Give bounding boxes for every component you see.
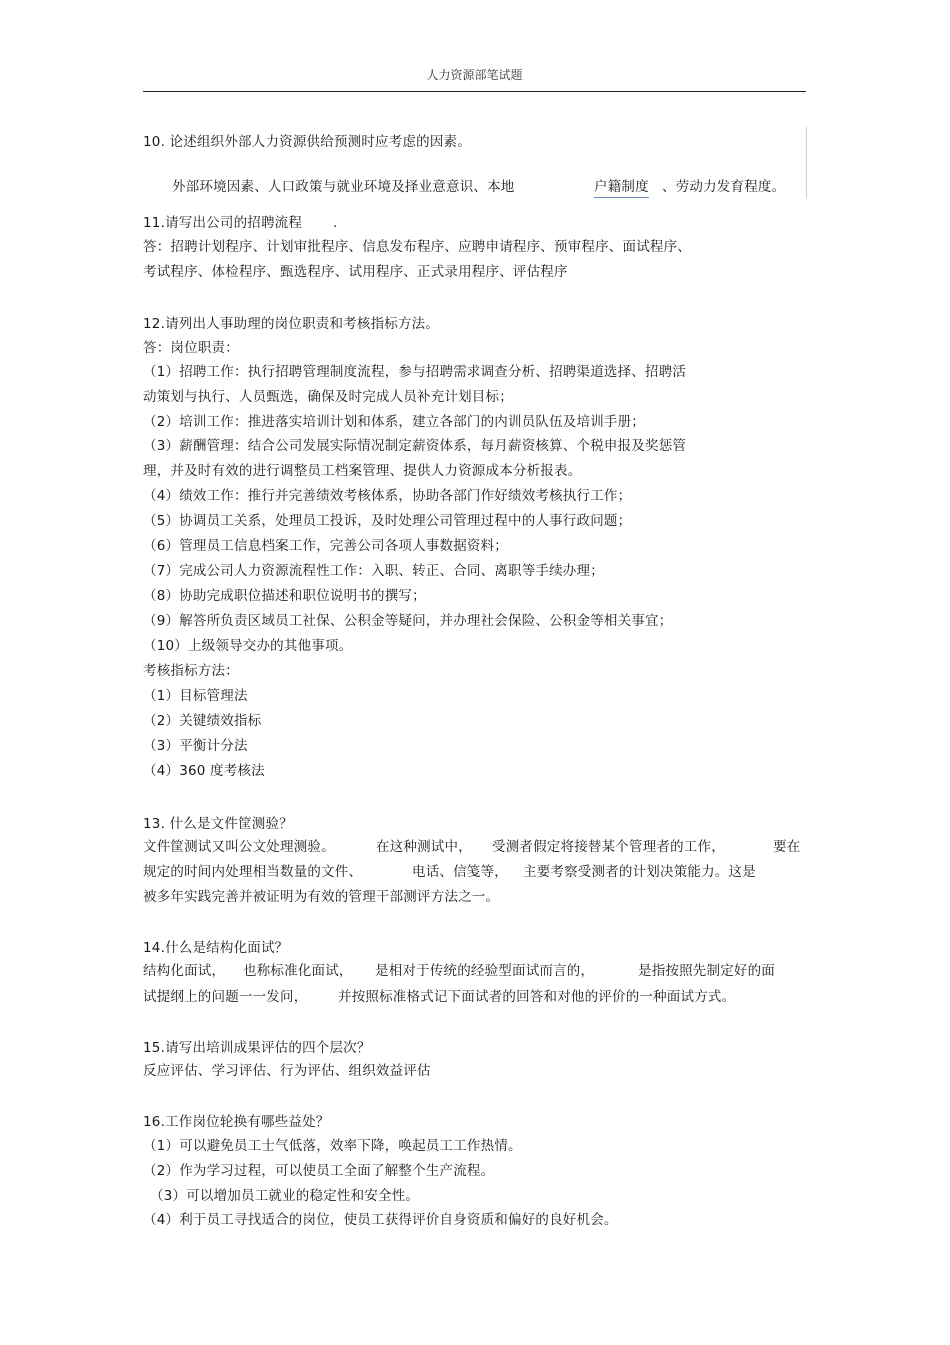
answer-12-line: （1）目标管理法 bbox=[143, 688, 248, 704]
page-header-title: 人力资源部笔试题 bbox=[426, 68, 523, 82]
answer-16-line: （1）可以避免员工士气低落，效率下降，唤起员工工作热情。 bbox=[143, 1138, 522, 1154]
question-13-title: 13. 什么是文件筐测验？ bbox=[143, 816, 293, 832]
answer-12-line: 理，并及时有效的进行调整员工档案管理、提供人力资源成本分析报表。 bbox=[143, 463, 582, 479]
answer-14-segment: 也称标准化面试， bbox=[243, 963, 353, 979]
answer-12-line: 考核指标方法： bbox=[143, 663, 239, 679]
answer-14-segment: 是相对于传统的经验型面试而言的， bbox=[375, 963, 595, 979]
answer-12-line: （4）360 度考核法 bbox=[143, 763, 265, 779]
answer-15: 反应评估、学习评估、行为评估、组织效益评估 bbox=[143, 1063, 431, 1079]
question-11-mark: . bbox=[333, 215, 338, 231]
answer-12-line: （3）薪酬管理：结合公司发展实际情况制定薪资体系，每月薪资核算、个税申报及奖惩管 bbox=[143, 438, 687, 454]
answer-12-line: （1）招聘工作：执行招聘管理制度流程，参与招聘需求调查分析、招聘渠道选择、招聘活 bbox=[143, 364, 687, 380]
answer-14-segment: 是指按照先制定好的面 bbox=[638, 963, 775, 979]
answer-10-underlined: 户籍制度 bbox=[594, 178, 649, 198]
answer-13-line: 被多年实践完善并被证明为有效的管理干部测评方法之一。 bbox=[143, 889, 500, 905]
answer-12-line: （9）解答所负责区域员工社保、公积金等疑问，并办理社会保险、公积金等相关事宜； bbox=[143, 613, 673, 629]
answer-12-line: （5）协调员工关系，处理员工投诉，及时处理公司管理过程中的人事行政问题； bbox=[143, 513, 632, 529]
answer-14-segment: 结构化面试， bbox=[143, 963, 226, 979]
answer-13-segment: 文件筐测试又叫公文处理测验。 bbox=[143, 839, 335, 855]
answer-16-line: （4）利于员工寻找适合的岗位，使员工获得评价自身资质和偏好的良好机会。 bbox=[143, 1212, 618, 1228]
answer-12-line: （6）管理员工信息档案工作，完善公司各项人事数据资料； bbox=[143, 538, 508, 554]
answer-13-segment: 规定的时间内处理相当数量的文件、 bbox=[143, 864, 363, 880]
answer-13-segment: 要在 bbox=[773, 839, 801, 855]
question-12-title: 12.请列出人事助理的岗位职责和考核指标方法。 bbox=[143, 316, 440, 332]
margin-rule bbox=[806, 127, 807, 199]
answer-14-segment: 试提纲上的问题一一发问， bbox=[143, 989, 308, 1005]
answer-16-line: （2）作为学习过程，可以使员工全面了解整个生产流程。 bbox=[143, 1163, 495, 1179]
answer-14-segment: 并按照标准格式记下面试者的回答和对他的评价的一种面试方式。 bbox=[338, 989, 736, 1005]
answer-11-line: 答：招聘计划程序、计划审批程序、信息发布程序、应聘申请程序、预审程序、面试程序、 bbox=[143, 239, 691, 255]
answer-12-line: 答：岗位职责： bbox=[143, 340, 239, 356]
answer-12-line: （8）协助完成职位描述和职位说明书的撰写； bbox=[143, 588, 426, 604]
question-14-title: 14.什么是结构化面试？ bbox=[143, 940, 289, 956]
question-11-title: 11.请写出公司的招聘流程 bbox=[143, 215, 303, 231]
question-16-title: 16.工作岗位轮换有哪些益处？ bbox=[143, 1114, 330, 1130]
question-10-title: 10. 论述组织外部人力资源供给预测时应考虑的因素。 bbox=[143, 134, 471, 150]
header-divider bbox=[143, 91, 806, 92]
answer-11-line: 考试程序、体检程序、甄选程序、试用程序、正式录用程序、评估程序 bbox=[143, 264, 568, 280]
answer-13-segment: 主要考察受测者的计划决策能力。这是 bbox=[523, 864, 756, 880]
answer-12-line: （10）上级领导交办的其他事项。 bbox=[143, 638, 353, 654]
answer-12-line: （2）培训工作：推进落实培训计划和体系，建立各部门的内训员队伍及培训手册； bbox=[143, 414, 645, 430]
question-15-title: 15.请写出培训成果评估的四个层次？ bbox=[143, 1040, 371, 1056]
answer-12-line: （3）平衡计分法 bbox=[143, 738, 248, 754]
answer-13-segment: 电话、信笺等， bbox=[412, 864, 508, 880]
answer-10-part2: 、劳动力发育程度。 bbox=[662, 179, 786, 195]
answer-13-segment: 受测者假定将接替某个管理者的工作， bbox=[492, 839, 725, 855]
answer-12-line: （2）关键绩效指标 bbox=[143, 713, 262, 729]
answer-13-segment: 在这种测试中， bbox=[376, 839, 472, 855]
answer-10-part1: 外部环境因素、人口政策与就业环境及择业意意识、本地 bbox=[172, 179, 515, 195]
answer-12-line: （4）绩效工作：推行并完善绩效考核体系，协助各部门作好绩效考核执行工作； bbox=[143, 488, 632, 504]
answer-12-line: 动策划与执行、人员甄选，确保及时完成人员补充计划目标； bbox=[143, 389, 513, 405]
answer-12-line: （7）完成公司人力资源流程性工作：入职、转正、合同、离职等手续办理； bbox=[143, 563, 604, 579]
answer-16-line: （3）可以增加员工就业的稳定性和安全性。 bbox=[150, 1188, 420, 1204]
